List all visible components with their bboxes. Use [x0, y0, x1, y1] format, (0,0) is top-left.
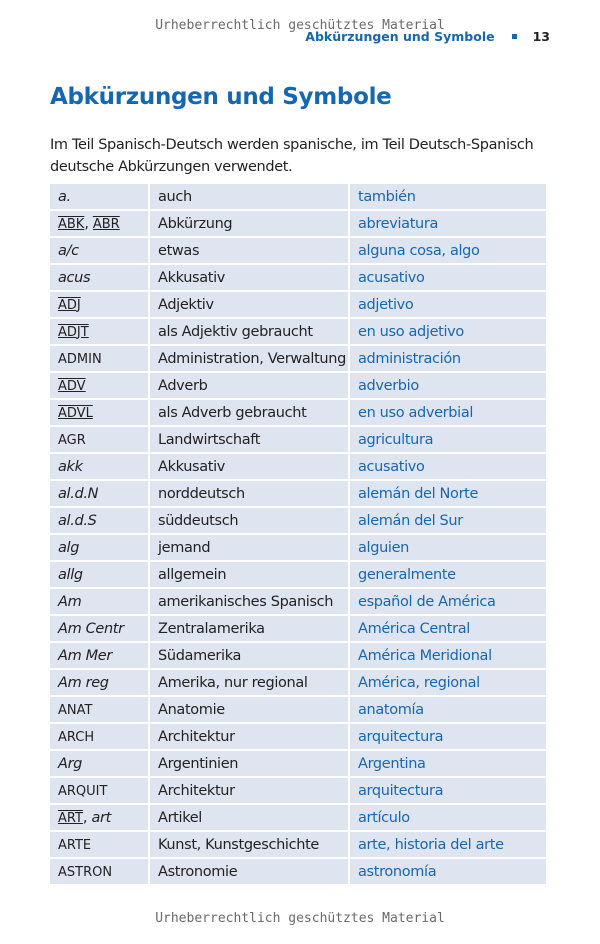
abbreviation-cell — [50, 292, 148, 317]
abbreviation-cell — [50, 427, 148, 452]
spanish-meaning: en uso adverbial — [350, 400, 546, 425]
spanish-meaning: administración — [350, 346, 546, 371]
abbreviation: Am Centr — [58, 620, 124, 637]
table-row — [50, 805, 546, 830]
abbreviation: ADV — [58, 378, 86, 394]
abbreviation-cell — [50, 832, 148, 857]
german-meaning: etwas — [150, 238, 348, 263]
table-row — [50, 454, 546, 479]
german-meaning: Artikel — [150, 805, 348, 830]
abbreviation: al.d.S — [58, 512, 97, 529]
spanish-meaning: generalmente — [350, 562, 546, 587]
abbreviation-cell — [50, 454, 148, 479]
abbreviation: akk — [58, 458, 83, 475]
abbreviation: ADJT — [58, 324, 89, 340]
table-row — [50, 751, 546, 776]
abbreviation-cell — [50, 751, 148, 776]
table-row — [50, 697, 546, 722]
spanish-meaning: acusativo — [350, 454, 546, 479]
abbreviation: Am reg — [58, 674, 109, 691]
abbreviation-cell: ART, art — [50, 805, 148, 830]
spanish-meaning: astronomía — [350, 859, 546, 884]
spanish-meaning: Argentina — [350, 751, 546, 776]
table-row — [50, 778, 546, 803]
table-row — [50, 238, 546, 263]
abbreviation-cell — [50, 643, 148, 668]
abbreviation-cell — [50, 535, 148, 560]
spanish-meaning: también — [350, 184, 546, 209]
abbreviation-cell — [50, 859, 148, 884]
table-row — [50, 319, 546, 344]
german-meaning: Administration, Verwaltung — [150, 346, 348, 371]
abbreviation: ADVL — [58, 405, 93, 421]
abbreviation: ANAT — [58, 702, 93, 718]
german-meaning: Abkürzung — [150, 211, 348, 236]
german-meaning: amerikanisches Spanisch — [150, 589, 348, 614]
intro-paragraph: Im Teil Spanisch-Deutsch werden spanische, im Teil Deutsch-Spanisch deutsche Abkürzungen verwendet. — [50, 137, 534, 175]
spanish-meaning: América Central — [350, 616, 546, 641]
german-meaning: norddeutsch — [150, 481, 348, 506]
abbreviation-cell — [50, 184, 148, 209]
abbreviation: Arg — [58, 755, 83, 772]
table-row — [50, 535, 546, 560]
page-title: Abkürzungen und Symbole — [50, 84, 392, 110]
table-row — [50, 481, 546, 506]
running-head-title: Abkürzungen und Symbole — [305, 29, 495, 44]
abbreviation-cell — [50, 400, 148, 425]
abbreviation: ADJ — [58, 297, 81, 313]
running-head — [305, 29, 550, 44]
abbreviation-cell — [50, 670, 148, 695]
table-row — [50, 373, 546, 398]
spanish-meaning: agricultura — [350, 427, 546, 452]
abbreviation: ABK — [58, 216, 85, 232]
german-meaning: Amerika, nur regional — [150, 670, 348, 695]
spanish-meaning: adjetivo — [350, 292, 546, 317]
abbreviation-cell — [50, 319, 148, 344]
table-row — [50, 562, 546, 587]
german-meaning: auch — [150, 184, 348, 209]
table-row — [50, 616, 546, 641]
spanish-meaning: arquitectura — [350, 724, 546, 749]
square-bullet-icon — [512, 34, 517, 39]
table-row — [50, 724, 546, 749]
german-meaning: Landwirtschaft — [150, 427, 348, 452]
abbreviations-table — [48, 182, 548, 886]
german-meaning: Zentralamerika — [150, 616, 348, 641]
abbreviation: alg — [58, 539, 80, 556]
copyright-watermark-top: Urheberrechtlich geschütztes Material — [155, 18, 445, 33]
spanish-meaning: artículo — [350, 805, 546, 830]
abbreviation-cell — [50, 373, 148, 398]
abbreviation-cell — [50, 265, 148, 290]
abbreviation: al.d.N — [58, 485, 99, 502]
spanish-meaning: alguna cosa, algo — [350, 238, 546, 263]
abbreviation: ARCH — [58, 729, 95, 745]
table-row — [50, 643, 546, 668]
spanish-meaning: español de América — [350, 589, 546, 614]
spanish-meaning: arquitectura — [350, 778, 546, 803]
abbreviation: acus — [58, 269, 91, 286]
abbreviation: Am Mer — [58, 647, 112, 664]
spanish-meaning: arte, historia del arte — [350, 832, 546, 857]
abbreviation-cell — [50, 238, 148, 263]
abbreviation: a/c — [58, 242, 79, 259]
abbreviation-cell: ABK, ABR — [50, 211, 148, 236]
abbreviation-cell — [50, 508, 148, 533]
abbreviation: ARTE — [58, 837, 92, 853]
table-row — [50, 508, 546, 533]
table-row — [50, 832, 546, 857]
spanish-meaning: América, regional — [350, 670, 546, 695]
spanish-meaning: acusativo — [350, 265, 546, 290]
german-meaning: Südamerika — [150, 643, 348, 668]
german-meaning: allgemein — [150, 562, 348, 587]
spanish-meaning: alemán del Norte — [350, 481, 546, 506]
abbreviation: a. — [58, 188, 71, 205]
abbreviation-cell — [50, 616, 148, 641]
table-row — [50, 589, 546, 614]
abbreviation: ASTRON — [58, 864, 113, 880]
abbreviation: ARQUIT — [58, 783, 108, 799]
german-meaning: Adjektiv — [150, 292, 348, 317]
abbreviation-cell — [50, 724, 148, 749]
german-meaning: Astronomie — [150, 859, 348, 884]
german-meaning: Adverb — [150, 373, 348, 398]
abbreviation-alt: ABR — [92, 216, 120, 232]
german-meaning: Akkusativ — [150, 265, 348, 290]
german-meaning: als Adverb gebraucht — [150, 400, 348, 425]
abbreviation: Am — [58, 593, 82, 610]
table-row — [50, 859, 546, 884]
copyright-watermark-bottom: Urheberrechtlich geschütztes Material — [155, 911, 445, 926]
abbreviation-cell — [50, 697, 148, 722]
abbreviation: ART — [58, 810, 83, 826]
spanish-meaning: abreviatura — [350, 211, 546, 236]
spanish-meaning: alemán del Sur — [350, 508, 546, 533]
spanish-meaning: adverbio — [350, 373, 546, 398]
table-row — [50, 346, 546, 371]
abbreviation-cell — [50, 589, 148, 614]
spanish-meaning: en uso adjetivo — [350, 319, 546, 344]
abbreviation-alt: art — [91, 809, 111, 826]
german-meaning: Anatomie — [150, 697, 348, 722]
table-row — [50, 670, 546, 695]
german-meaning: Architektur — [150, 778, 348, 803]
abbreviation-cell — [50, 481, 148, 506]
spanish-meaning: alguien — [350, 535, 546, 560]
abbreviation-cell — [50, 562, 148, 587]
spanish-meaning: anatomía — [350, 697, 546, 722]
table-row — [50, 265, 546, 290]
german-meaning: Argentinien — [150, 751, 348, 776]
german-meaning: Architektur — [150, 724, 348, 749]
german-meaning: Kunst, Kunstgeschichte — [150, 832, 348, 857]
abbreviation-cell — [50, 346, 148, 371]
german-meaning: jemand — [150, 535, 348, 560]
german-meaning: Akkusativ — [150, 454, 348, 479]
abbreviation: allg — [58, 566, 83, 583]
abbreviations-table-body — [50, 184, 546, 884]
table-row — [50, 292, 546, 317]
page-number: 13 — [532, 29, 550, 44]
spanish-meaning: América Meridional — [350, 643, 546, 668]
table-row — [50, 184, 546, 209]
table-row — [50, 427, 546, 452]
table-row — [50, 211, 546, 236]
table-row — [50, 400, 546, 425]
german-meaning: süddeutsch — [150, 508, 348, 533]
abbreviation: ADMIN — [58, 351, 102, 367]
abbreviation-cell — [50, 778, 148, 803]
abbreviation: AGR — [58, 432, 86, 448]
german-meaning: als Adjektiv gebraucht — [150, 319, 348, 344]
